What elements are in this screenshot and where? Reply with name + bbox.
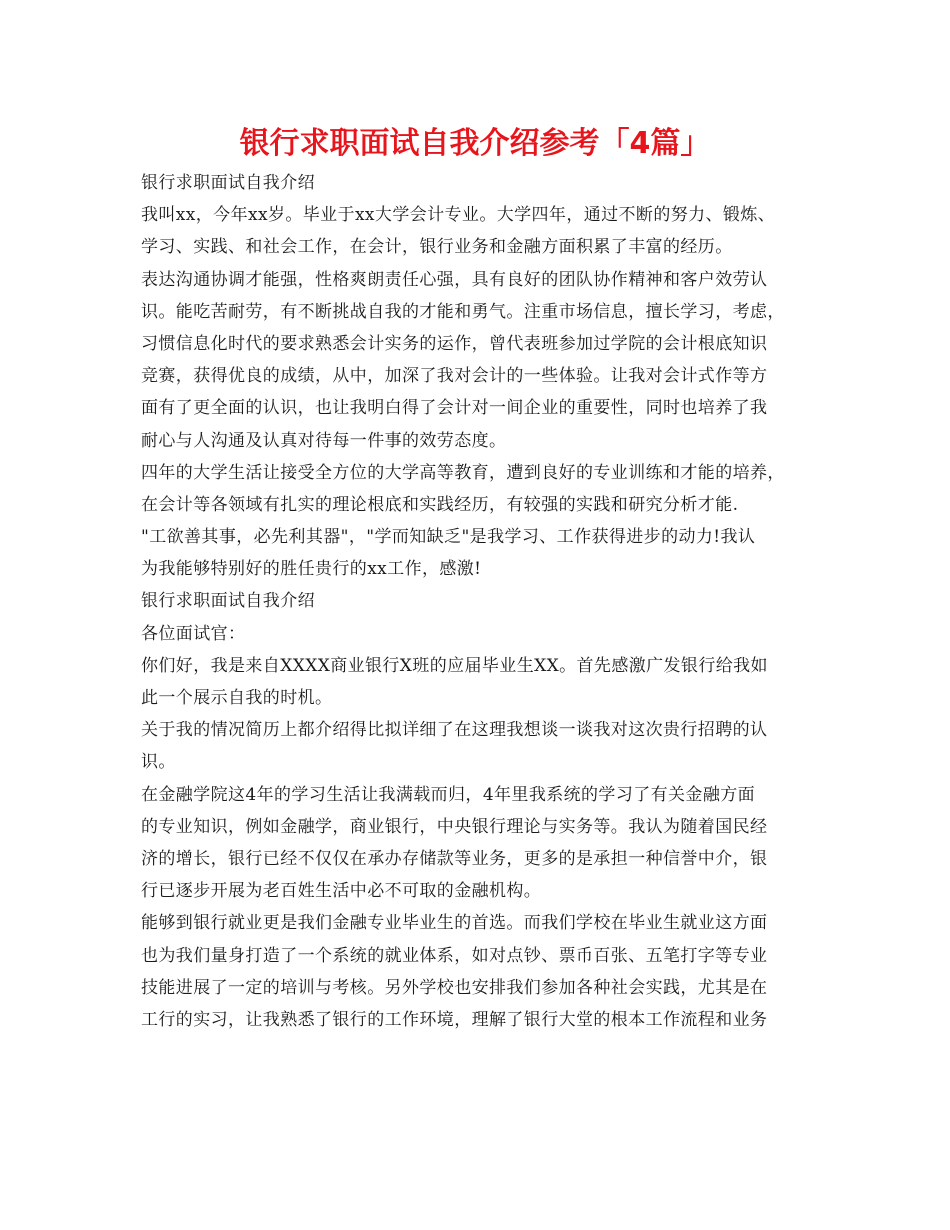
text-line: 银行求职面试自我介绍	[141, 173, 315, 193]
paragraph	[141, 618, 831, 650]
text-line: 学习、实践、和社会工作，在会计，银行业务和金融方面积累了丰富的经历。	[141, 237, 733, 258]
paragraph	[141, 650, 831, 714]
text-line: 能够到银行就业更是我们金融专业毕业生的首选。而我们学校在毕业生就业这方面	[141, 913, 768, 934]
text-line: 识。	[141, 752, 176, 773]
text-line: 的专业知识，例如金融学，商业银行，中央银行理论与实务等。我认为随着国民经	[141, 816, 768, 837]
text-line: 面有了更全面的认识，也让我明白得了会计对一间企业的重要性，同时也培养了我	[141, 398, 768, 419]
text-line: 四年的大学生活让接受全方位的大学高等教育，遭到良好的专业训练和才能的培养，	[141, 462, 785, 483]
text-line: 习惯信息化时代的要求熟悉会计实务的运作，曾代表班参加过学院的会计根底知识	[141, 333, 768, 354]
text-line: 技能进展了一定的培训与考核。另外学校也安排我们参加各种社会实践，尤其是在	[141, 977, 768, 998]
document-body	[141, 167, 831, 1036]
text-line: 也为我们量身打造了一个系统的就业体系，如对点钞、票币百张、五笔打字等专业	[141, 945, 768, 966]
paragraph	[141, 264, 831, 457]
document-title: 银行求职面试自我介绍参考「4篇」	[239, 126, 711, 161]
text-line: 银行求职面试自我介绍	[141, 591, 315, 612]
text-line: 我叫xx，今年xx岁。毕业于xx大学会计专业。大学四年，通过不断的努力、锻炼、	[141, 205, 776, 226]
text-line: 关于我的情况简历上都介绍得比拟详细了在这理我想谈一谈我对这次贵行招聘的认	[141, 720, 768, 741]
text-line: 表达沟通协调才能强，性格爽朗责任心强，具有良好的团队协作精神和客户效劳认	[141, 269, 768, 290]
paragraph	[141, 585, 831, 617]
text-line: 耐心与人沟通及认真对待每一件事的效劳态度。	[141, 430, 507, 451]
text-line: 济的增长，银行已经不仅仅在承办存储款等业务，更多的是承担一种信誉中介，银	[141, 848, 768, 869]
paragraph	[141, 199, 831, 263]
text-line: 为我能够特别好的胜任贵行的xx工作，感激!	[141, 559, 482, 580]
paragraph	[141, 521, 831, 585]
paragraph	[141, 907, 831, 1036]
text-line: 你们好，我是来自XXXX商业银行X班的应届毕业生XX。首先感激广发银行给我如	[141, 655, 768, 676]
text-line: 在金融学院这4年的学习生活让我满载而归，4年里我系统的学习了有关金融方面	[141, 784, 756, 805]
text-line: 此一个展示自我的时机。	[141, 688, 333, 708]
text-line: 行已逐步开展为老百姓生活中必不可取的金融机构。	[141, 881, 542, 902]
text-line: 工行的实习，让我熟悉了银行的工作环境，理解了银行大堂的根本工作流程和业务	[141, 1009, 768, 1030]
text-line: 在会计等各领域有扎实的理论根底和实践经历，有较强的实践和研究分析才能.	[141, 494, 739, 515]
paragraph	[141, 167, 831, 199]
paragraph	[141, 714, 831, 778]
text-line: 各位面试官：	[141, 623, 246, 644]
paragraph	[141, 457, 831, 521]
paragraph	[141, 779, 831, 908]
text-line: 竞赛，获得优良的成绩，从中，加深了我对会计的一些体验。让我对会计式作等方	[141, 366, 768, 387]
text-line: 识。能吃苦耐劳，有不断挑战自我的才能和勇气。注重市场信息，擅长学习，考虑，	[141, 301, 785, 322]
text-line: "工欲善其事，必先利其器"，"学而知缺乏"是我学习、工作获得进步的动力!我认	[141, 527, 756, 548]
